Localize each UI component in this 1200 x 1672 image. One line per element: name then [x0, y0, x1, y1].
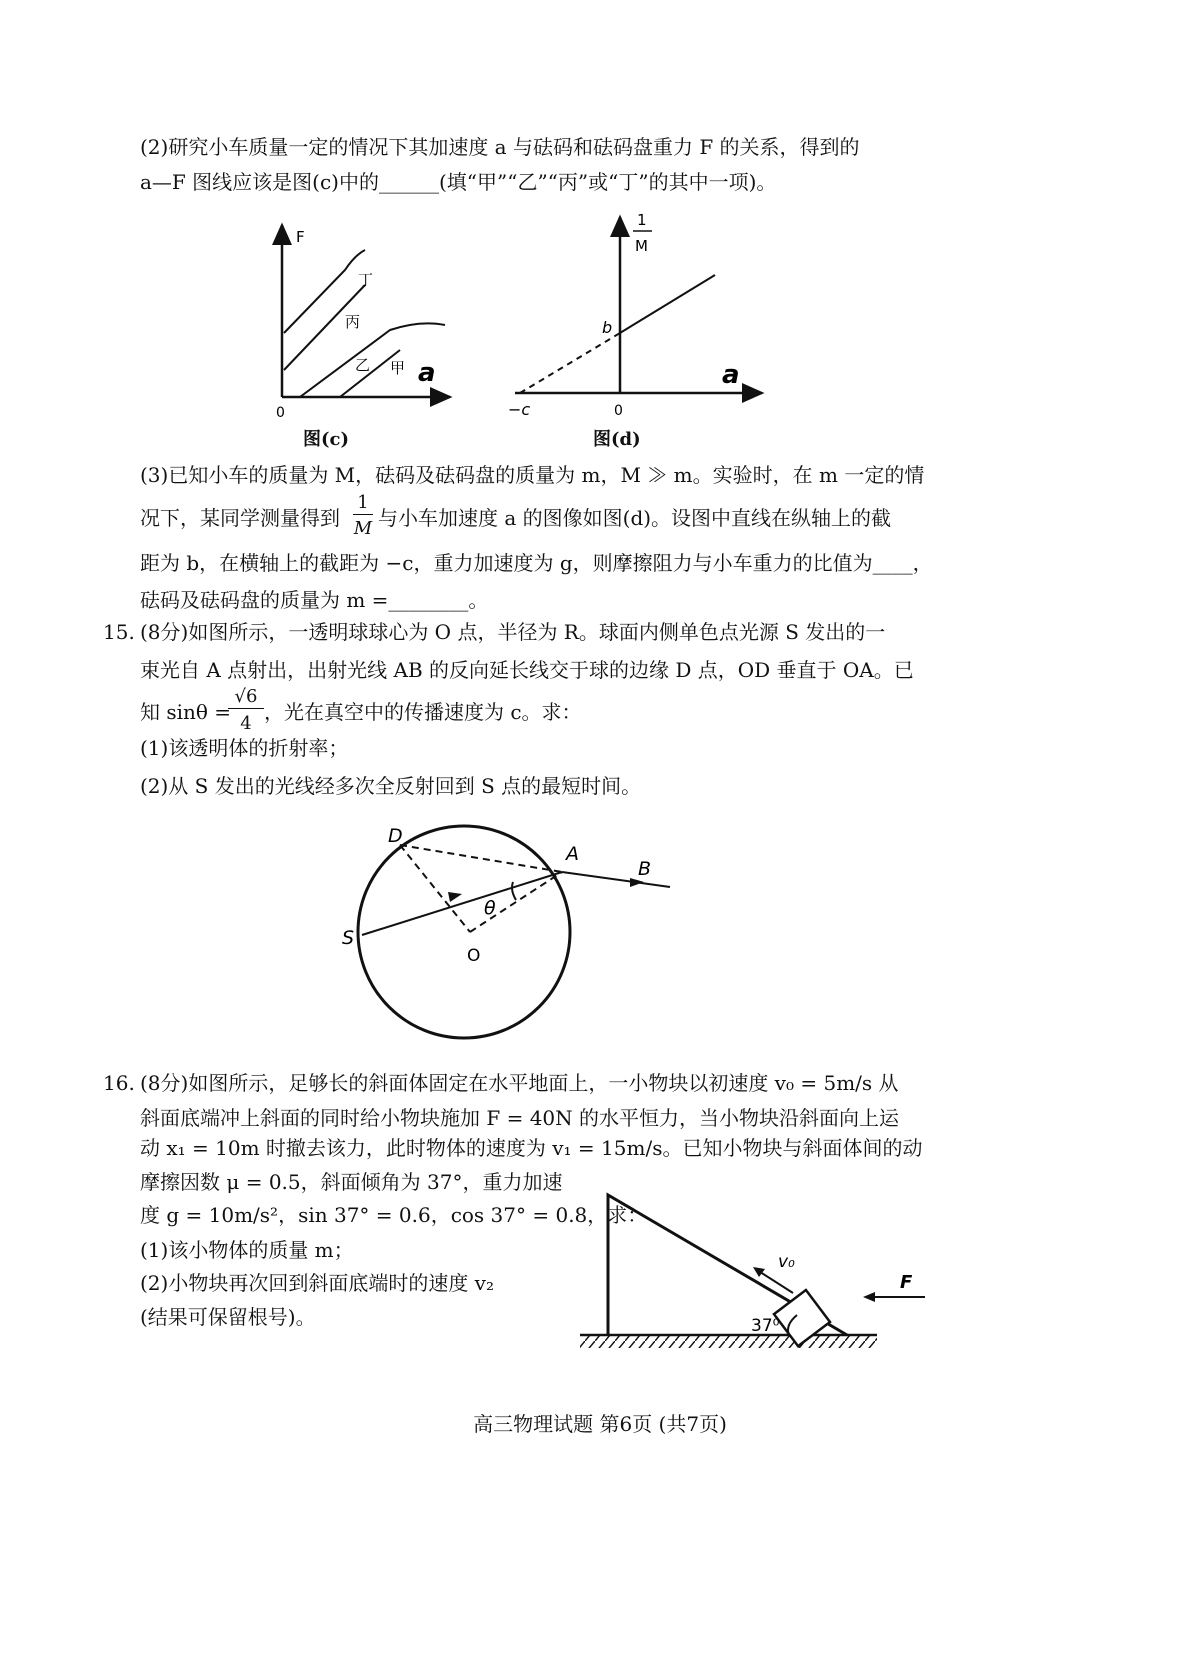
figure-c: [260, 215, 460, 421]
sphere-figure: [330, 820, 690, 1050]
label-A: A: [566, 843, 579, 865]
q15-part2: (2)从 S 发出的光线经多次全反射回到 S 点的最短时间。: [140, 774, 642, 798]
fig-c-caption: 图(c): [303, 429, 349, 450]
fig-c-y-label: F: [296, 228, 305, 246]
q14-part3-line4: 砝码及砝码盘的质量为 m =________。: [140, 588, 489, 612]
curve-jia: 甲: [390, 359, 406, 377]
curve-yi: 乙: [355, 356, 371, 374]
q16-part1: (1)该小物体的质量 m；: [140, 1238, 354, 1262]
q16-line4: 摩擦因数 μ = 0.5，斜面倾角为 37°，重力加速: [140, 1170, 563, 1194]
q16-line1: (8分)如图所示，足够长的斜面体固定在水平地面上，一小物块以初速度 v₀ = 5m/s 从: [140, 1071, 899, 1095]
q14-part3-line2b: 与小车加速度 a 的图像如图(d)。设图中直线在纵轴上的截: [378, 506, 892, 530]
q14-part3-line2a: 况下，某同学测量得到: [140, 506, 340, 530]
curve-ding: 丁: [358, 271, 374, 289]
figure-d: [500, 205, 770, 419]
fig-d-caption: 图(d): [593, 429, 641, 450]
q16-part2-note: (结果可保留根号)。: [140, 1305, 316, 1329]
fig-d-y-num: 1: [637, 211, 647, 229]
q15-line3b: ，光在真空中的传播速度为 c。求：: [264, 700, 582, 724]
label-D: D: [388, 825, 403, 847]
fig-d-minus-c: −c: [508, 400, 531, 419]
q16-part2: (2)小物块再次回到斜面底端时的速度 v₂: [140, 1271, 495, 1295]
page-footer: 高三物理试题 第6页 (共7页): [473, 1412, 727, 1436]
q15-number: 15.: [103, 620, 135, 644]
sin-frac-den: 4: [240, 713, 252, 734]
curve-bing: 丙: [345, 313, 361, 331]
incline-figure: [575, 1185, 935, 1360]
q15-part1: (1)该透明体的折射率；: [140, 736, 349, 760]
label-O: O: [467, 946, 481, 966]
q16-line5: 度 g = 10m/s²，sin 37° = 0.6，cos 37° = 0.8，求：: [140, 1203, 648, 1227]
fig-c-x-label: a: [418, 358, 436, 388]
fig-c-origin: 0: [276, 405, 285, 421]
label-B: B: [638, 858, 652, 880]
frac-den: M: [353, 518, 373, 539]
label-F: F: [900, 1272, 913, 1293]
frac-num: 1: [353, 492, 373, 515]
q16-number: 16.: [103, 1071, 135, 1095]
fig-d-x-label: a: [722, 360, 740, 390]
label-theta: θ: [484, 897, 496, 919]
label-v0: v₀: [778, 1252, 795, 1272]
fig-d-y-den: M: [635, 237, 648, 255]
q14-part2-line1: (2)研究小车质量一定的情况下其加速度 a 与砝码和砝码盘重力 F 的关系，得到的: [140, 135, 860, 159]
sin-frac-num: √6: [228, 686, 264, 709]
q14-part3-line3: 距为 b，在横轴上的截距为 −c，重力加速度为 g，则摩擦阻力与小车重力的比值为____，: [140, 551, 933, 575]
q14-part2-line2: a—F 图线应该是图(c)中的______(填“甲”“乙”“丙”或“丁”的其中一项)。: [140, 170, 777, 194]
q15-line2: 束光自 A 点射出，出射光线 AB 的反向延长线交于球的边缘 D 点，OD 垂直于 OA。已: [140, 658, 914, 682]
fig-d-b: b: [602, 318, 613, 337]
fig-d-origin: 0: [614, 403, 623, 419]
label-S: S: [342, 927, 355, 949]
q16-line3: 动 x₁ = 10m 时撤去该力，此时物体的速度为 v₁ = 15m/s。已知小物块与斜面体间的动: [140, 1136, 923, 1160]
q16-line2: 斜面底端冲上斜面的同时给小物块施加 F = 40N 的水平恒力，当小物块沿斜面向上运: [140, 1106, 900, 1130]
q15-line3a: 知 sinθ =: [140, 700, 232, 724]
q14-part3-line1: (3)已知小车的质量为 M，砝码及砝码盘的质量为 m，M ≫ m。实验时，在 m 一定的情: [140, 463, 925, 487]
q15-line1: (8分)如图所示，一透明球球心为 O 点，半径为 R。球面内侧单色点光源 S 发出的一: [140, 620, 886, 644]
label-angle: 37⁰: [751, 1316, 780, 1336]
